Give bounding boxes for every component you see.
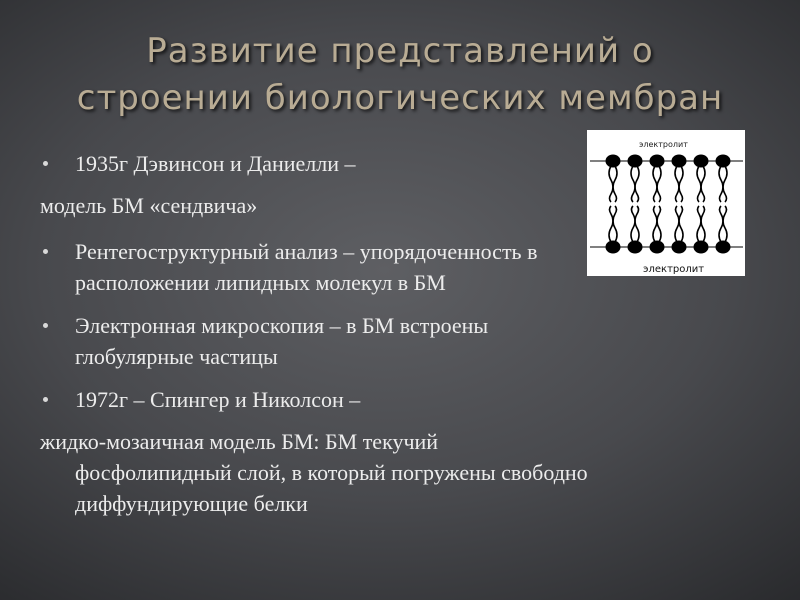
figure-bottom-label: электролит xyxy=(643,264,705,275)
item-line-5: Электронная микроскопия – в БМ встроены xyxy=(75,313,489,338)
membrane-bilayer-diagram xyxy=(587,130,745,276)
item-line-2: модель БМ «сендвича» xyxy=(40,193,258,218)
slide-title xyxy=(20,28,780,122)
lipid-upper-layer xyxy=(606,155,730,202)
item-line-6: глобулярные частицы xyxy=(75,344,278,369)
lipid-lower-layer xyxy=(606,206,730,253)
item-line-4: расположении липидных молекул в БМ xyxy=(75,270,446,295)
bullet-dot xyxy=(43,161,48,166)
item-line-7: 1972г – Спингер и Николсон – xyxy=(75,387,361,412)
title-line-1: Развитие представлений о xyxy=(146,31,654,71)
item-line-1: 1935г Дэвинсон и Даниелли – xyxy=(75,151,356,176)
bullet-dot xyxy=(43,397,48,402)
membrane-bilayer-figure xyxy=(587,130,745,276)
item-line-8: жидко-мозаичная модель БМ: БМ текучий xyxy=(40,429,439,454)
figure-top-label: электролит xyxy=(639,140,688,149)
bullet-dot xyxy=(43,323,48,328)
title-line-2: строении биологических мембран xyxy=(76,78,724,118)
bullet-dot xyxy=(43,249,48,254)
item-line-3: Рентегоструктурный анализ – упорядоченность в xyxy=(75,239,538,264)
item-line-9: фосфолипидный слой, в который погружены свободно xyxy=(75,460,588,485)
item-line-10: диффундирующие белки xyxy=(75,491,308,516)
